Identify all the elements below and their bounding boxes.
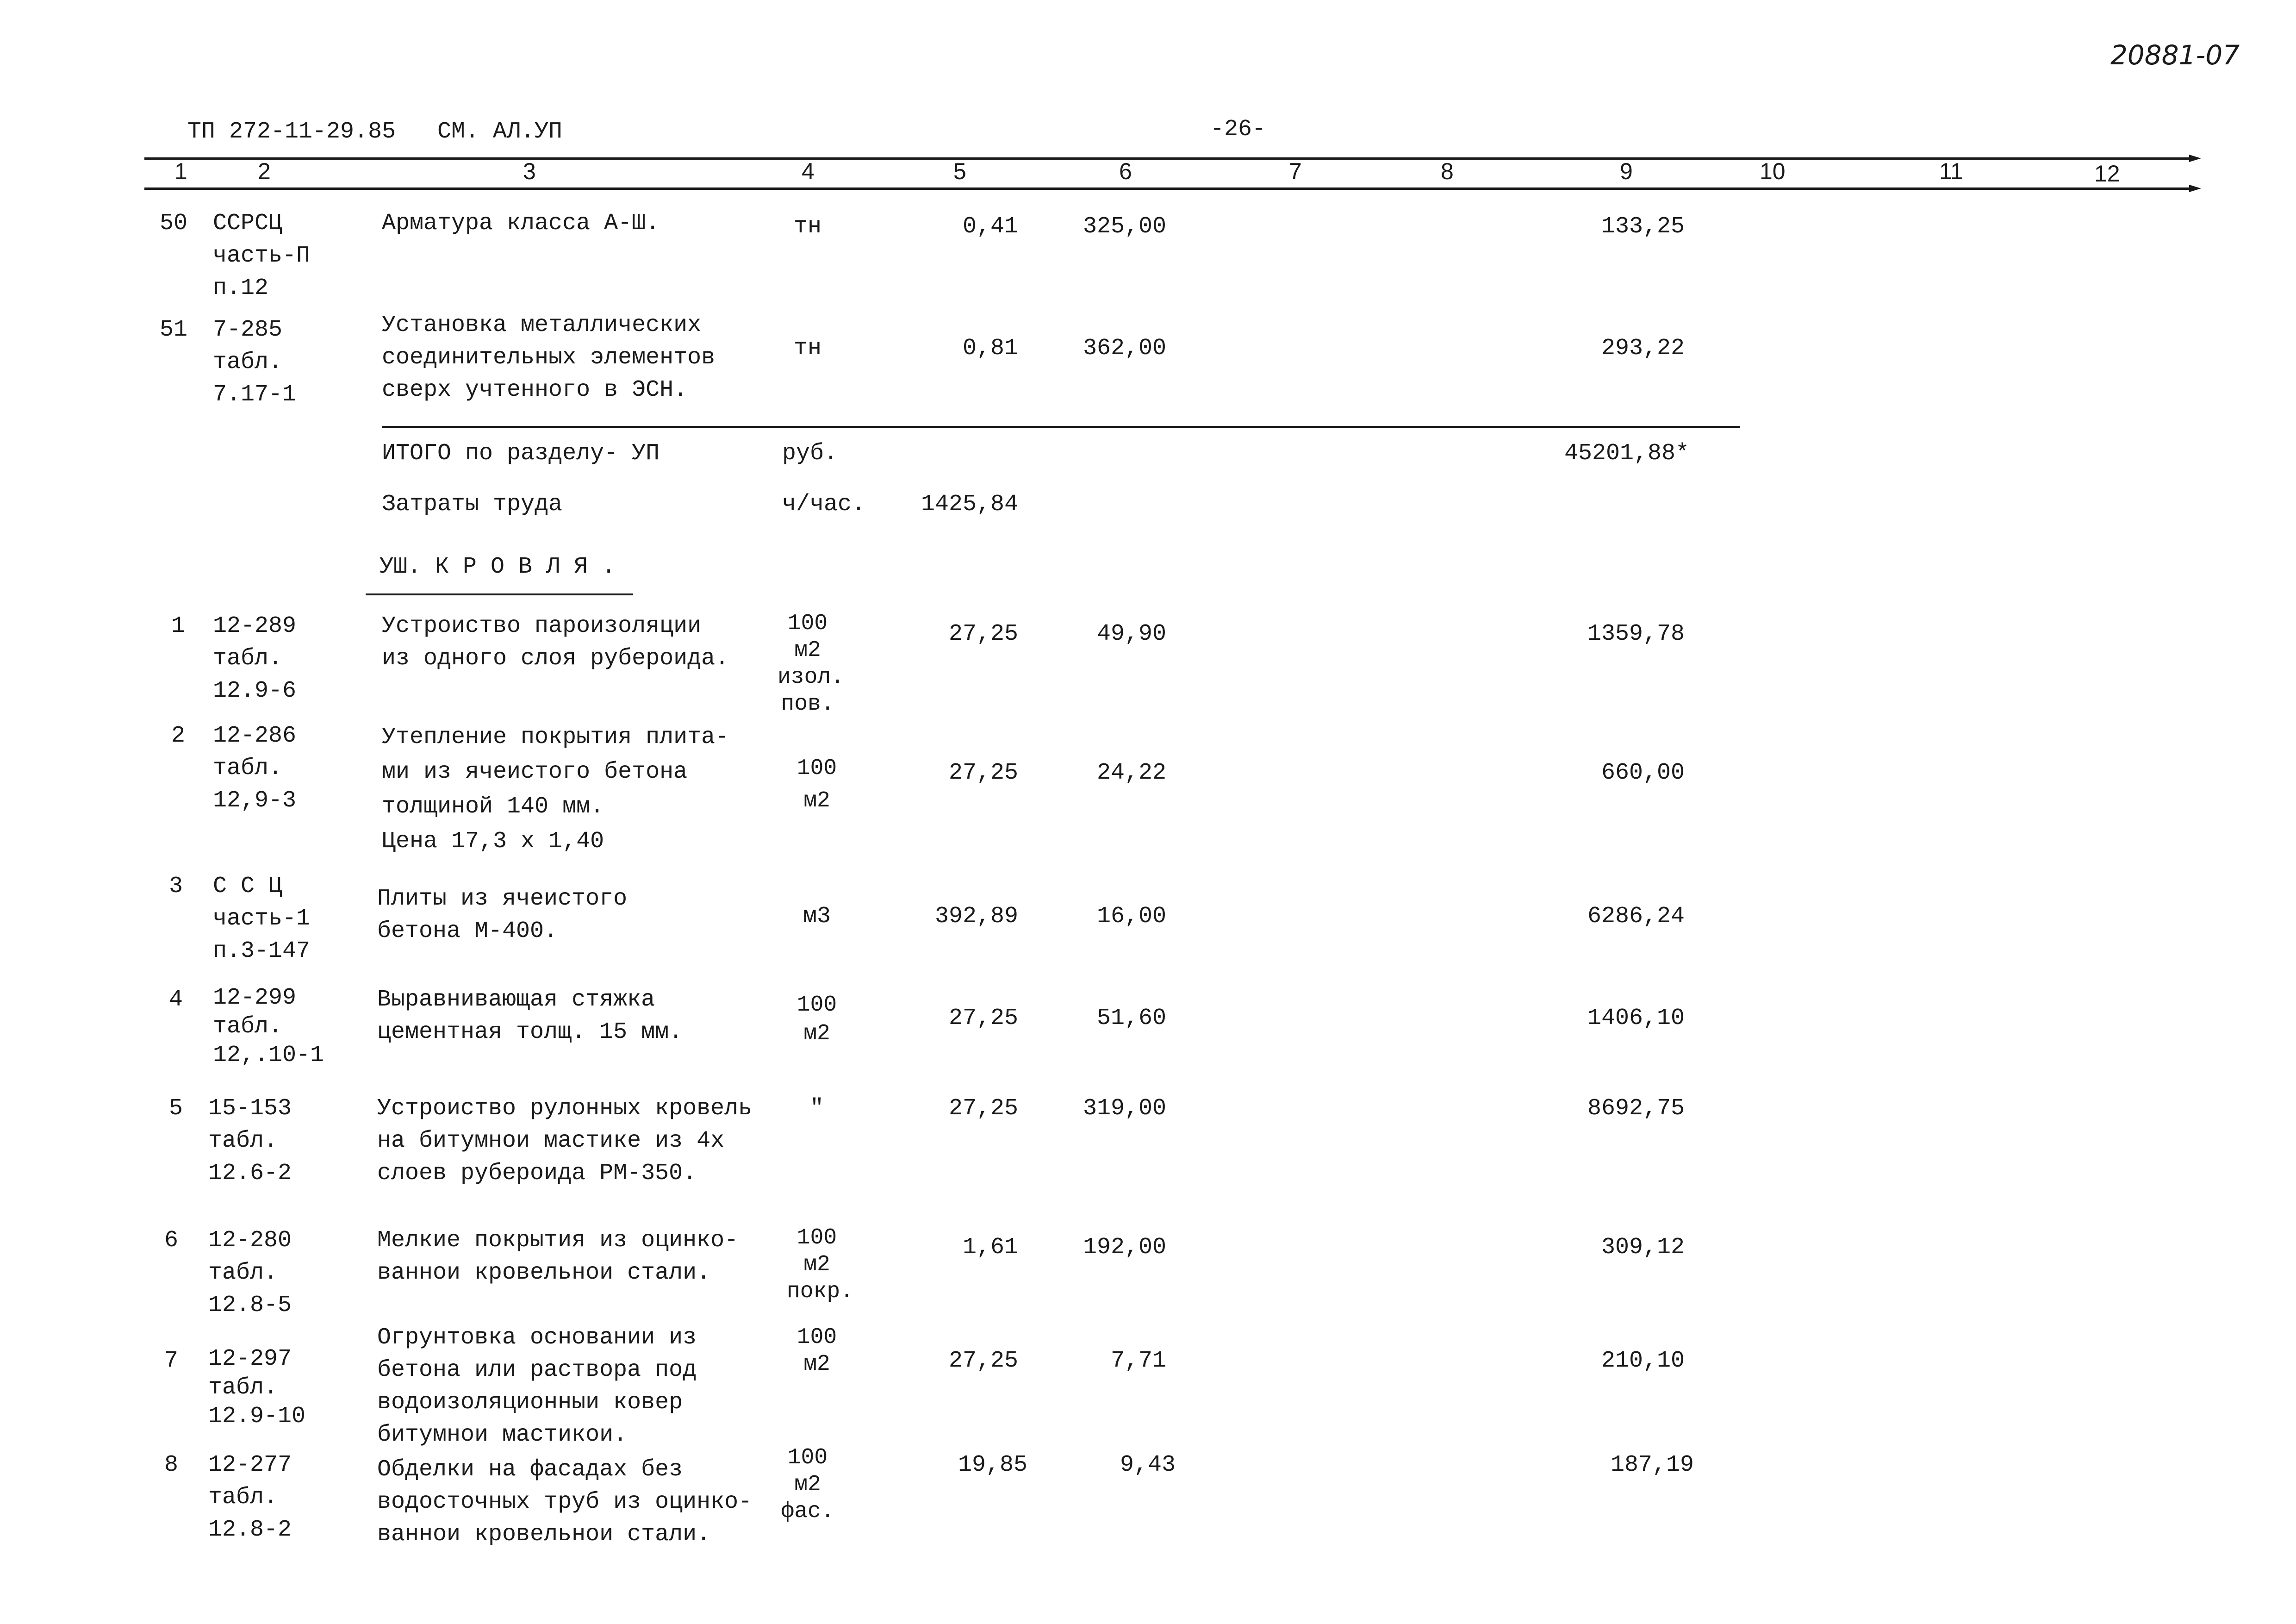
work-description: Плиты из ячеистого бетона М-400. <box>377 886 628 944</box>
column-number: 4 <box>802 158 815 184</box>
column-number: 3 <box>523 158 536 184</box>
page-number: -26- <box>1210 116 1266 143</box>
work-description: Устроиство пароизоляции из одного слоя рубероида. <box>382 613 729 672</box>
total-cost: 660,00 <box>1601 760 1685 786</box>
row-number: 4 <box>169 987 183 1013</box>
total-cost: 133,25 <box>1601 213 1685 240</box>
column-number: 11 <box>1939 158 1963 184</box>
unit: ч/час. <box>782 491 866 518</box>
quantity: 1,61 <box>962 1234 1018 1261</box>
unit-price: 16,00 <box>1096 903 1166 930</box>
total-cost: 309,12 <box>1601 1234 1685 1261</box>
row-number: 8 <box>164 1452 179 1478</box>
row-number: 51 <box>160 317 188 343</box>
unit-price: 9,43 <box>1120 1452 1176 1478</box>
unit: 100 м2 <box>796 993 837 1046</box>
work-description: Установка металлических соединительных элементов сверх учтенного в ЭСН. <box>382 312 716 403</box>
work-description: Арматура класса А-Ш. <box>382 210 660 237</box>
quantity: 0,81 <box>962 335 1018 362</box>
quantity: 0,41 <box>962 213 1018 240</box>
header-top-arrow <box>2189 155 2201 162</box>
unit: 100 м2 фас. <box>781 1445 834 1524</box>
total-cost: 210,10 <box>1601 1348 1685 1374</box>
column-number: 5 <box>953 158 966 184</box>
total-cost: 1406,10 <box>1587 1005 1685 1031</box>
price-reference: 12-286 табл. 12,9-3 <box>213 723 297 814</box>
quantity: 1425,84 <box>921 491 1018 518</box>
row-number: 3 <box>169 873 183 899</box>
column-number: 10 <box>1760 158 1786 184</box>
price-reference: С С Ц часть-1 п.3-147 <box>213 873 311 964</box>
quantity: 27,25 <box>948 760 1018 786</box>
header-top-rule <box>144 157 2190 160</box>
row-number: 5 <box>169 1095 183 1122</box>
price-reference: ССРСЦ часть-П п.12 <box>213 210 311 301</box>
total-cost: 6286,24 <box>1587 903 1685 930</box>
row-number: 50 <box>160 210 188 237</box>
total-cost: 8692,75 <box>1587 1095 1685 1122</box>
row-number: 2 <box>171 723 186 749</box>
quantity: 19,85 <box>958 1452 1027 1478</box>
row-number: 6 <box>164 1227 179 1254</box>
album-reference: СМ. АЛ.УП <box>437 119 563 145</box>
total-cost: 45201,88* <box>1564 440 1690 467</box>
work-description: Огрунтовка основании из бетона или раствора под водоизоляционныи ковер битумнои мастикои. <box>377 1324 697 1448</box>
work-description: Мелкие покрытия из оцинко- ваннои кровельнои стали. <box>377 1227 739 1286</box>
header-bottom-arrow <box>2189 185 2201 192</box>
price-reference: 12-297 табл. 12.9-10 <box>208 1346 306 1430</box>
unit-price: 325,00 <box>1083 213 1166 240</box>
work-description: Устроиство рулонных кровель на битумнои мастике из 4х слоев рубероида РМ-350. <box>377 1095 753 1187</box>
unit-price: 362,00 <box>1083 335 1166 362</box>
total-cost: 187,19 <box>1610 1452 1694 1478</box>
column-number: 1 <box>174 158 187 184</box>
unit-price: 319,00 <box>1083 1095 1166 1122</box>
unit: " <box>809 1095 824 1122</box>
unit: 100 м2 <box>796 756 837 813</box>
price-reference: 12-299 табл. 12,.10-1 <box>213 985 324 1068</box>
price-reference: 12-277 табл. 12.8-2 <box>208 1452 292 1543</box>
unit-price: 51,60 <box>1096 1005 1166 1031</box>
subtotal-label: ИТОГО по разделу- УП <box>382 440 660 467</box>
quantity: 392,89 <box>934 903 1018 930</box>
price-reference: 15-153 табл. 12.6-2 <box>208 1095 292 1187</box>
unit: руб. <box>782 440 838 467</box>
row-number: 7 <box>164 1348 179 1374</box>
column-number: 9 <box>1620 158 1633 184</box>
section-title-underline <box>366 593 633 595</box>
total-cost: 1359,78 <box>1587 621 1685 647</box>
unit: тн <box>793 335 821 362</box>
price-reference: 12-280 табл. 12.8-5 <box>208 1227 292 1318</box>
header-bottom-rule <box>144 187 2190 190</box>
quantity: 27,25 <box>948 1095 1018 1122</box>
document-code: ТП 272-11-29.85 <box>187 119 396 145</box>
labor-label: Затраты труда <box>382 491 563 518</box>
unit: 100 м2 покр. <box>787 1225 854 1304</box>
unit: м3 <box>803 903 831 930</box>
quantity: 27,25 <box>948 621 1018 647</box>
document-stamp: 20881-07 <box>2110 39 2240 71</box>
unit: 100 м2 <box>796 1325 837 1377</box>
subtotal-rule <box>382 426 1740 428</box>
unit: 100 м2 изол. пов. <box>778 611 845 717</box>
unit-price: 24,22 <box>1096 760 1166 786</box>
row-number: 1 <box>171 613 186 639</box>
column-number: 12 <box>2094 161 2120 187</box>
total-cost: 293,22 <box>1601 335 1685 362</box>
work-description: Выравнивающая стяжка цементная толщ. 15 мм. <box>377 987 683 1045</box>
section-title: УШ. К Р О В Л Я . <box>380 554 616 580</box>
unit-price: 49,90 <box>1096 621 1166 647</box>
column-number: 2 <box>258 158 271 184</box>
work-description: Обделки на фасадах без водосточных труб из оцинко- ваннои кровельнои стали. <box>377 1456 753 1548</box>
price-reference: 7-285 табл. 7.17-1 <box>213 317 297 408</box>
column-number: 7 <box>1289 158 1302 184</box>
unit: тн <box>793 213 821 240</box>
unit-price: 7,71 <box>1110 1348 1166 1374</box>
unit-price: 192,00 <box>1083 1234 1166 1261</box>
quantity: 27,25 <box>948 1348 1018 1374</box>
work-description: Утепление покрытия плита- ми из ячеистого бетона толщиной 140 мм. Цена 17,3 х 1,40 <box>382 724 729 855</box>
column-number: 8 <box>1441 158 1454 184</box>
price-reference: 12-289 табл. 12.9-6 <box>213 613 297 704</box>
column-number: 6 <box>1119 158 1132 184</box>
quantity: 27,25 <box>948 1005 1018 1031</box>
